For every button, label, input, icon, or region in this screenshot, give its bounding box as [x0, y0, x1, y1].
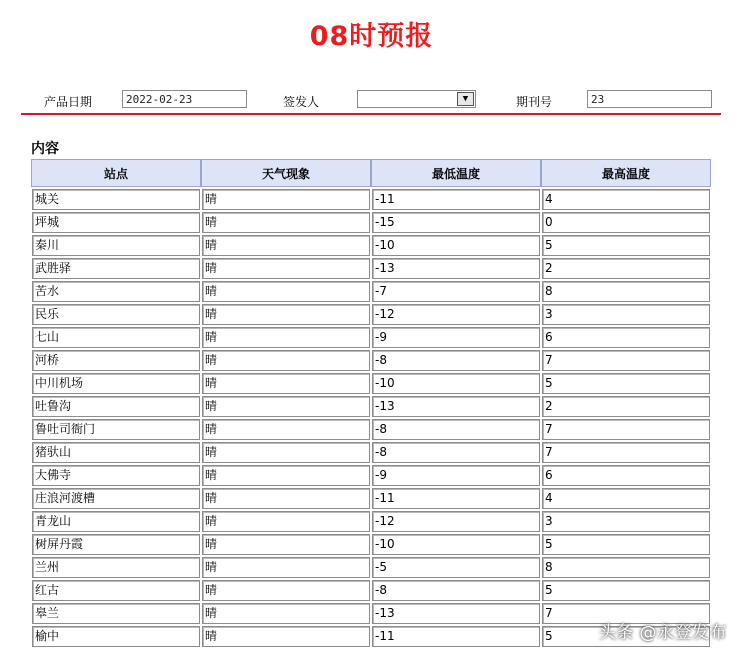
table-cell — [541, 440, 711, 463]
table-cell — [541, 509, 711, 532]
table-cell — [541, 279, 711, 302]
min-temp-cell[interactable]: -8 — [372, 442, 540, 463]
station-cell[interactable]: 红古 — [32, 580, 200, 601]
column-header-weather: 天气现象 — [201, 159, 371, 187]
table-cell — [31, 348, 201, 371]
max-temp-cell[interactable]: 2 — [542, 396, 710, 417]
max-temp-cell[interactable]: 4 — [542, 488, 710, 509]
min-temp-cell[interactable]: -11 — [372, 189, 540, 210]
station-cell[interactable]: 榆中 — [32, 626, 200, 647]
table-cell — [371, 279, 541, 302]
min-temp-cell[interactable]: -12 — [372, 511, 540, 532]
max-temp-cell[interactable]: 7 — [542, 603, 710, 624]
station-cell[interactable]: 庄浪河渡槽 — [32, 488, 200, 509]
max-temp-cell[interactable]: 0 — [542, 212, 710, 233]
station-cell[interactable]: 兰州 — [32, 557, 200, 578]
max-temp-cell[interactable]: 7 — [542, 419, 710, 440]
table-row — [31, 578, 711, 601]
issue-number-label: 期刊号 — [516, 95, 553, 109]
table-cell — [31, 601, 201, 624]
table-cell — [201, 532, 371, 555]
table-row — [31, 187, 711, 210]
issue-number-field[interactable]: 23 — [587, 90, 712, 108]
table-cell — [541, 555, 711, 578]
weather-cell[interactable]: 晴 — [202, 465, 370, 486]
chevron-down-icon[interactable]: ▼ — [457, 92, 474, 106]
table-row — [31, 555, 711, 578]
weather-cell[interactable]: 晴 — [202, 304, 370, 325]
product-date-field[interactable]: 2022-02-23 — [122, 90, 247, 108]
max-temp-cell[interactable]: 6 — [542, 465, 710, 486]
table-cell — [371, 486, 541, 509]
max-temp-cell[interactable]: 5 — [542, 626, 710, 647]
weather-cell[interactable]: 晴 — [202, 511, 370, 532]
weather-cell[interactable]: 晴 — [202, 235, 370, 256]
table-cell — [541, 233, 711, 256]
max-temp-cell[interactable]: 5 — [542, 534, 710, 555]
max-temp-cell[interactable]: 7 — [542, 350, 710, 371]
table-cell — [371, 463, 541, 486]
min-temp-cell[interactable]: -9 — [372, 465, 540, 486]
min-temp-cell[interactable]: -15 — [372, 212, 540, 233]
max-temp-cell[interactable]: 3 — [542, 511, 710, 532]
signer-select[interactable] — [357, 90, 476, 108]
table-cell — [201, 279, 371, 302]
station-cell[interactable]: 城关 — [32, 189, 200, 210]
column-header-min-temp: 最低温度 — [371, 159, 541, 187]
table-cell — [31, 233, 201, 256]
table-row — [31, 463, 711, 486]
table-cell — [31, 624, 201, 647]
min-temp-cell[interactable]: -10 — [372, 534, 540, 555]
table-row — [31, 371, 711, 394]
table-row — [31, 440, 711, 463]
weather-cell[interactable]: 晴 — [202, 189, 370, 210]
source-watermark: 头条 @永登发布 — [598, 623, 727, 643]
page-title: 08时预报 — [309, 21, 434, 52]
table-cell — [31, 532, 201, 555]
table-cell — [201, 256, 371, 279]
table-cell — [31, 210, 201, 233]
table-cell — [31, 463, 201, 486]
table-cell — [541, 578, 711, 601]
table-cell — [541, 532, 711, 555]
table-cell — [31, 325, 201, 348]
table-cell — [201, 371, 371, 394]
station-cell[interactable]: 青龙山 — [32, 511, 200, 532]
table-cell — [31, 417, 201, 440]
station-cell[interactable]: 河桥 — [32, 350, 200, 371]
weather-cell[interactable]: 晴 — [202, 281, 370, 302]
max-temp-cell[interactable]: 5 — [542, 580, 710, 601]
table-cell — [31, 279, 201, 302]
station-cell[interactable]: 鲁吐司衙门 — [32, 419, 200, 440]
table-cell — [201, 187, 371, 210]
weather-cell[interactable]: 晴 — [202, 488, 370, 509]
table-cell — [31, 578, 201, 601]
table-cell — [541, 210, 711, 233]
station-cell[interactable]: 秦川 — [32, 235, 200, 256]
table-row — [31, 509, 711, 532]
min-temp-cell[interactable]: -13 — [372, 603, 540, 624]
min-temp-cell[interactable]: -9 — [372, 327, 540, 348]
table-cell — [541, 187, 711, 210]
table-cell — [31, 509, 201, 532]
min-temp-cell[interactable]: -12 — [372, 304, 540, 325]
min-temp-cell[interactable]: -13 — [372, 258, 540, 279]
min-temp-cell[interactable]: -11 — [372, 488, 540, 509]
station-cell[interactable]: 七山 — [32, 327, 200, 348]
table-row — [31, 348, 711, 371]
table-cell — [31, 440, 201, 463]
table-cell — [31, 371, 201, 394]
column-header-max-temp: 最高温度 — [541, 159, 711, 187]
station-cell[interactable]: 大佛寺 — [32, 465, 200, 486]
min-temp-cell[interactable]: -8 — [372, 580, 540, 601]
max-temp-cell[interactable]: 2 — [542, 258, 710, 279]
table-cell — [31, 256, 201, 279]
table-cell — [541, 463, 711, 486]
table-row — [31, 325, 711, 348]
forecast-table — [31, 159, 711, 647]
station-cell[interactable]: 猪驮山 — [32, 442, 200, 463]
min-temp-cell[interactable]: -10 — [372, 235, 540, 256]
station-cell[interactable]: 武胜驿 — [32, 258, 200, 279]
table-cell — [541, 325, 711, 348]
table-cell — [541, 486, 711, 509]
weather-cell[interactable]: 晴 — [202, 419, 370, 440]
table-row — [31, 279, 711, 302]
table-cell — [201, 348, 371, 371]
weather-cell[interactable]: 晴 — [202, 396, 370, 417]
table-cell — [371, 371, 541, 394]
forecast-table-body — [31, 187, 711, 647]
station-cell[interactable]: 皋兰 — [32, 603, 200, 624]
min-temp-cell[interactable]: -8 — [372, 350, 540, 371]
table-row — [31, 210, 711, 233]
max-temp-cell[interactable]: 3 — [542, 304, 710, 325]
max-temp-cell[interactable]: 8 — [542, 281, 710, 302]
signer-label: 签发人 — [283, 95, 320, 109]
table-cell — [371, 210, 541, 233]
table-cell — [371, 440, 541, 463]
min-temp-cell[interactable]: -5 — [372, 557, 540, 578]
table-row — [31, 417, 711, 440]
weather-cell[interactable]: 晴 — [202, 212, 370, 233]
table-row — [31, 256, 711, 279]
table-cell — [31, 394, 201, 417]
table-cell — [371, 256, 541, 279]
table-row — [31, 532, 711, 555]
table-cell — [201, 302, 371, 325]
table-cell — [201, 325, 371, 348]
table-cell — [371, 624, 541, 647]
table-cell — [201, 509, 371, 532]
weather-cell[interactable]: 晴 — [202, 580, 370, 601]
table-cell — [201, 486, 371, 509]
weather-cell[interactable]: 晴 — [202, 626, 370, 647]
column-header-station: 站点 — [31, 159, 201, 187]
table-cell — [31, 486, 201, 509]
table-cell — [31, 187, 201, 210]
table-cell — [201, 555, 371, 578]
table-cell — [201, 233, 371, 256]
table-row — [31, 233, 711, 256]
min-temp-cell[interactable]: -13 — [372, 396, 540, 417]
table-cell — [31, 302, 201, 325]
table-cell — [541, 417, 711, 440]
header-divider — [21, 113, 721, 115]
table-cell — [201, 463, 371, 486]
table-cell — [371, 187, 541, 210]
table-cell — [541, 256, 711, 279]
table-cell — [371, 509, 541, 532]
max-temp-cell[interactable]: 6 — [542, 327, 710, 348]
weather-cell[interactable]: 晴 — [202, 534, 370, 555]
min-temp-cell[interactable]: -7 — [372, 281, 540, 302]
table-cell — [371, 578, 541, 601]
station-cell[interactable]: 坪城 — [32, 212, 200, 233]
weather-cell[interactable]: 晴 — [202, 258, 370, 279]
table-cell — [201, 440, 371, 463]
station-cell[interactable]: 民乐 — [32, 304, 200, 325]
table-cell — [201, 624, 371, 647]
table-cell — [371, 233, 541, 256]
max-temp-cell[interactable]: 5 — [542, 235, 710, 256]
table-row — [31, 486, 711, 509]
table-cell — [371, 417, 541, 440]
min-temp-cell[interactable]: -11 — [372, 626, 540, 647]
max-temp-cell[interactable]: 4 — [542, 189, 710, 210]
table-cell — [31, 555, 201, 578]
table-header-row — [31, 159, 711, 187]
station-cell[interactable]: 中川机场 — [32, 373, 200, 394]
table-cell — [201, 210, 371, 233]
table-cell — [201, 601, 371, 624]
table-row — [31, 394, 711, 417]
max-temp-cell[interactable]: 5 — [542, 373, 710, 394]
table-cell — [371, 394, 541, 417]
content-section-title: 内容 — [31, 141, 59, 157]
table-cell — [371, 348, 541, 371]
table-cell — [371, 555, 541, 578]
table-cell — [541, 302, 711, 325]
min-temp-cell[interactable]: -8 — [372, 419, 540, 440]
table-cell — [201, 417, 371, 440]
weather-cell[interactable]: 晴 — [202, 350, 370, 371]
table-cell — [371, 532, 541, 555]
table-row — [31, 302, 711, 325]
station-cell[interactable]: 树屏丹霞 — [32, 534, 200, 555]
table-cell — [201, 578, 371, 601]
table-cell — [541, 348, 711, 371]
product-date-label: 产品日期 — [44, 95, 93, 109]
product-meta-row — [0, 90, 743, 112]
station-cell[interactable]: 苦水 — [32, 281, 200, 302]
table-cell — [371, 325, 541, 348]
table-cell — [371, 601, 541, 624]
max-temp-cell[interactable]: 8 — [542, 557, 710, 578]
weather-cell[interactable]: 晴 — [202, 442, 370, 463]
station-cell[interactable]: 吐鲁沟 — [32, 396, 200, 417]
table-cell — [541, 371, 711, 394]
table-cell — [371, 302, 541, 325]
weather-cell[interactable]: 晴 — [202, 603, 370, 624]
table-cell — [201, 394, 371, 417]
max-temp-cell[interactable]: 7 — [542, 442, 710, 463]
weather-cell[interactable]: 晴 — [202, 373, 370, 394]
weather-cell[interactable]: 晴 — [202, 557, 370, 578]
min-temp-cell[interactable]: -10 — [372, 373, 540, 394]
table-cell — [541, 394, 711, 417]
weather-cell[interactable]: 晴 — [202, 327, 370, 348]
